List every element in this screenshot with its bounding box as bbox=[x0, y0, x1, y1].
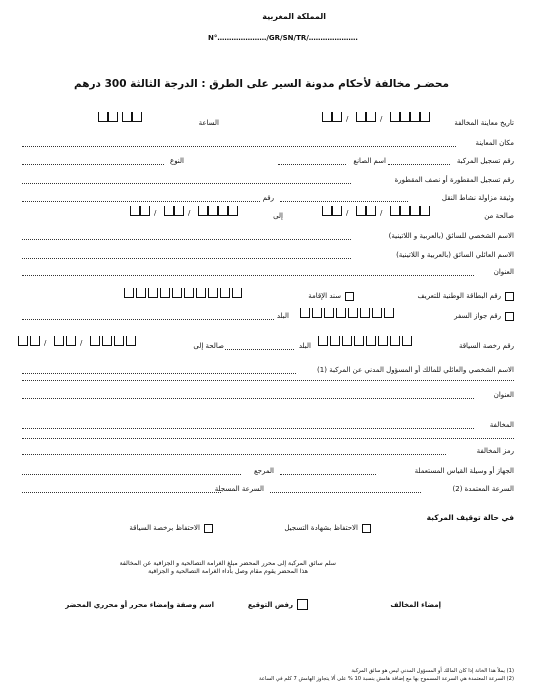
country-field[interactable] bbox=[22, 319, 274, 320]
label-country: البلد bbox=[276, 312, 289, 320]
owner-field[interactable] bbox=[22, 373, 296, 374]
label-driver-first-name: الاسم الشخصي للسائق (بالعربية و اللاتينية) bbox=[388, 232, 514, 240]
cin-checkbox[interactable] bbox=[505, 292, 514, 301]
label-date: تاريخ معاينة المخالفة bbox=[454, 119, 514, 127]
label-vehicle-reg: رقم تسجيل المركبة bbox=[456, 157, 514, 165]
label-valid-until: صالحة إلى bbox=[193, 342, 224, 350]
footnote-2: (2) السرعة المعتمدة هي السرعة المسموح بها مع إضافة هامش بنسبة 10 % على ألا يتجاوز الهامش 7 كلم في الساعة bbox=[258, 676, 514, 682]
label-number: رقم bbox=[262, 194, 274, 202]
residence-checkbox[interactable] bbox=[345, 292, 354, 301]
label-valid-from: صالحة من bbox=[484, 212, 514, 220]
label-address: العنوان bbox=[493, 268, 514, 276]
label-type: النوع bbox=[170, 157, 184, 165]
vehicle-reg-field[interactable] bbox=[388, 164, 450, 165]
label-violation: المخالفة bbox=[489, 421, 514, 429]
label-officer-signature: اسم وصفة وإمضاء محرر أو محرري المحضر bbox=[65, 601, 214, 609]
reference-code: /GR/SN/TR/ bbox=[266, 34, 309, 42]
kingdom-header: المملكة المغربية bbox=[262, 12, 326, 21]
label-refuse-signature: رفض التوقيع bbox=[247, 601, 293, 609]
brand-field[interactable] bbox=[278, 164, 346, 165]
notice-line-2: هذا المحضر يقوم مقام وصل بأداء الغرامة التصالحية و الجزافية bbox=[148, 568, 308, 575]
footnote-1: (1) يملأ هذا الخانة إذا كان المالك أو المسؤول المدني ليس هو سائق المركبة bbox=[351, 668, 514, 674]
label-hour: الساعة bbox=[198, 119, 219, 127]
label-passport: رقم جواز السفر bbox=[454, 312, 501, 320]
license-country-field[interactable] bbox=[225, 349, 294, 350]
address-field[interactable] bbox=[22, 275, 474, 276]
label-driver-last-name: الاسم العائلي السائق (بالعربية و اللاتينية) bbox=[396, 251, 514, 259]
speed-recorded-field[interactable] bbox=[22, 492, 221, 493]
owner-field-line2[interactable] bbox=[22, 380, 514, 381]
label-speed-recorded: السرعة المسجلة bbox=[214, 485, 264, 493]
label-cin: رقم البطاقة الوطنية للتعريف bbox=[417, 292, 501, 300]
label-place: مكان المعاينة bbox=[475, 139, 514, 147]
device-field[interactable] bbox=[280, 474, 376, 475]
label-owner: الاسم الشخصي والعائلي للمالك أو المسؤول المدني عن المركبة (1) bbox=[317, 366, 514, 374]
trailer-reg-field[interactable] bbox=[22, 183, 351, 184]
violation-code-field[interactable] bbox=[22, 454, 446, 455]
label-speed-limit: السرعة المعتمدة (2) bbox=[452, 485, 514, 493]
transport-doc-field[interactable] bbox=[280, 201, 408, 202]
label-brand: اسم الصانع bbox=[353, 157, 386, 165]
speed-limit-field[interactable] bbox=[270, 492, 421, 493]
keep-reg-checkbox[interactable] bbox=[362, 524, 371, 533]
label-license-country: البلد bbox=[298, 342, 311, 350]
notice-line-1: سلم سائق المركبة إلى محرر المحضر مبلغ الغرامة التصالحية و الجزافية عن المخالفة bbox=[119, 560, 336, 567]
violation-field[interactable] bbox=[22, 428, 474, 429]
violation-field-line2[interactable] bbox=[22, 438, 514, 439]
driver-first-name-field[interactable] bbox=[22, 239, 351, 240]
reference-number: N°…………………/GR/SN/TR/………………… bbox=[208, 34, 358, 42]
label-violation-code: رمز المخالفة bbox=[476, 447, 514, 455]
keep-license-checkbox[interactable] bbox=[204, 524, 213, 533]
label-transport-doc: وثيقة مزاولة نشاط النقل bbox=[441, 194, 514, 202]
reference-field[interactable] bbox=[22, 474, 241, 475]
driver-last-name-field[interactable] bbox=[22, 258, 351, 259]
label-keep-license: الاحتفاظ برخصة السياقة bbox=[129, 524, 200, 532]
label-reference: المرجع bbox=[253, 467, 274, 475]
passport-checkbox[interactable] bbox=[505, 312, 514, 321]
label-address-2: العنوان bbox=[493, 391, 514, 399]
label-trailer-reg: رقم تسجيل المقطورة أو نصف المقطورة bbox=[394, 176, 514, 184]
immobilization-heading: في حالة توقيف المركبة bbox=[426, 513, 514, 522]
label-keep-reg: الاحتفاظ بشهادة التسجيل bbox=[284, 524, 358, 532]
label-device: الجهاز أو وسيلة القياس المستعملة bbox=[414, 467, 514, 475]
label-to: إلى bbox=[273, 212, 283, 220]
label-residence: سند الإقامة bbox=[308, 292, 341, 300]
label-offender-signature: إمضاء المخالف bbox=[390, 601, 441, 609]
reference-prefix: N° bbox=[208, 34, 218, 42]
form-title: محضـر مخالفة لأحكام مدونة السير على الطرق : الدرجة الثالثة 300 درهم bbox=[73, 78, 449, 90]
type-field[interactable] bbox=[22, 164, 164, 165]
refuse-signature-checkbox[interactable] bbox=[297, 599, 308, 610]
address-2-field[interactable] bbox=[22, 398, 474, 399]
place-field[interactable] bbox=[22, 146, 456, 147]
number-field[interactable] bbox=[22, 201, 260, 202]
label-license: رقم رخصة السياقة bbox=[458, 342, 514, 350]
